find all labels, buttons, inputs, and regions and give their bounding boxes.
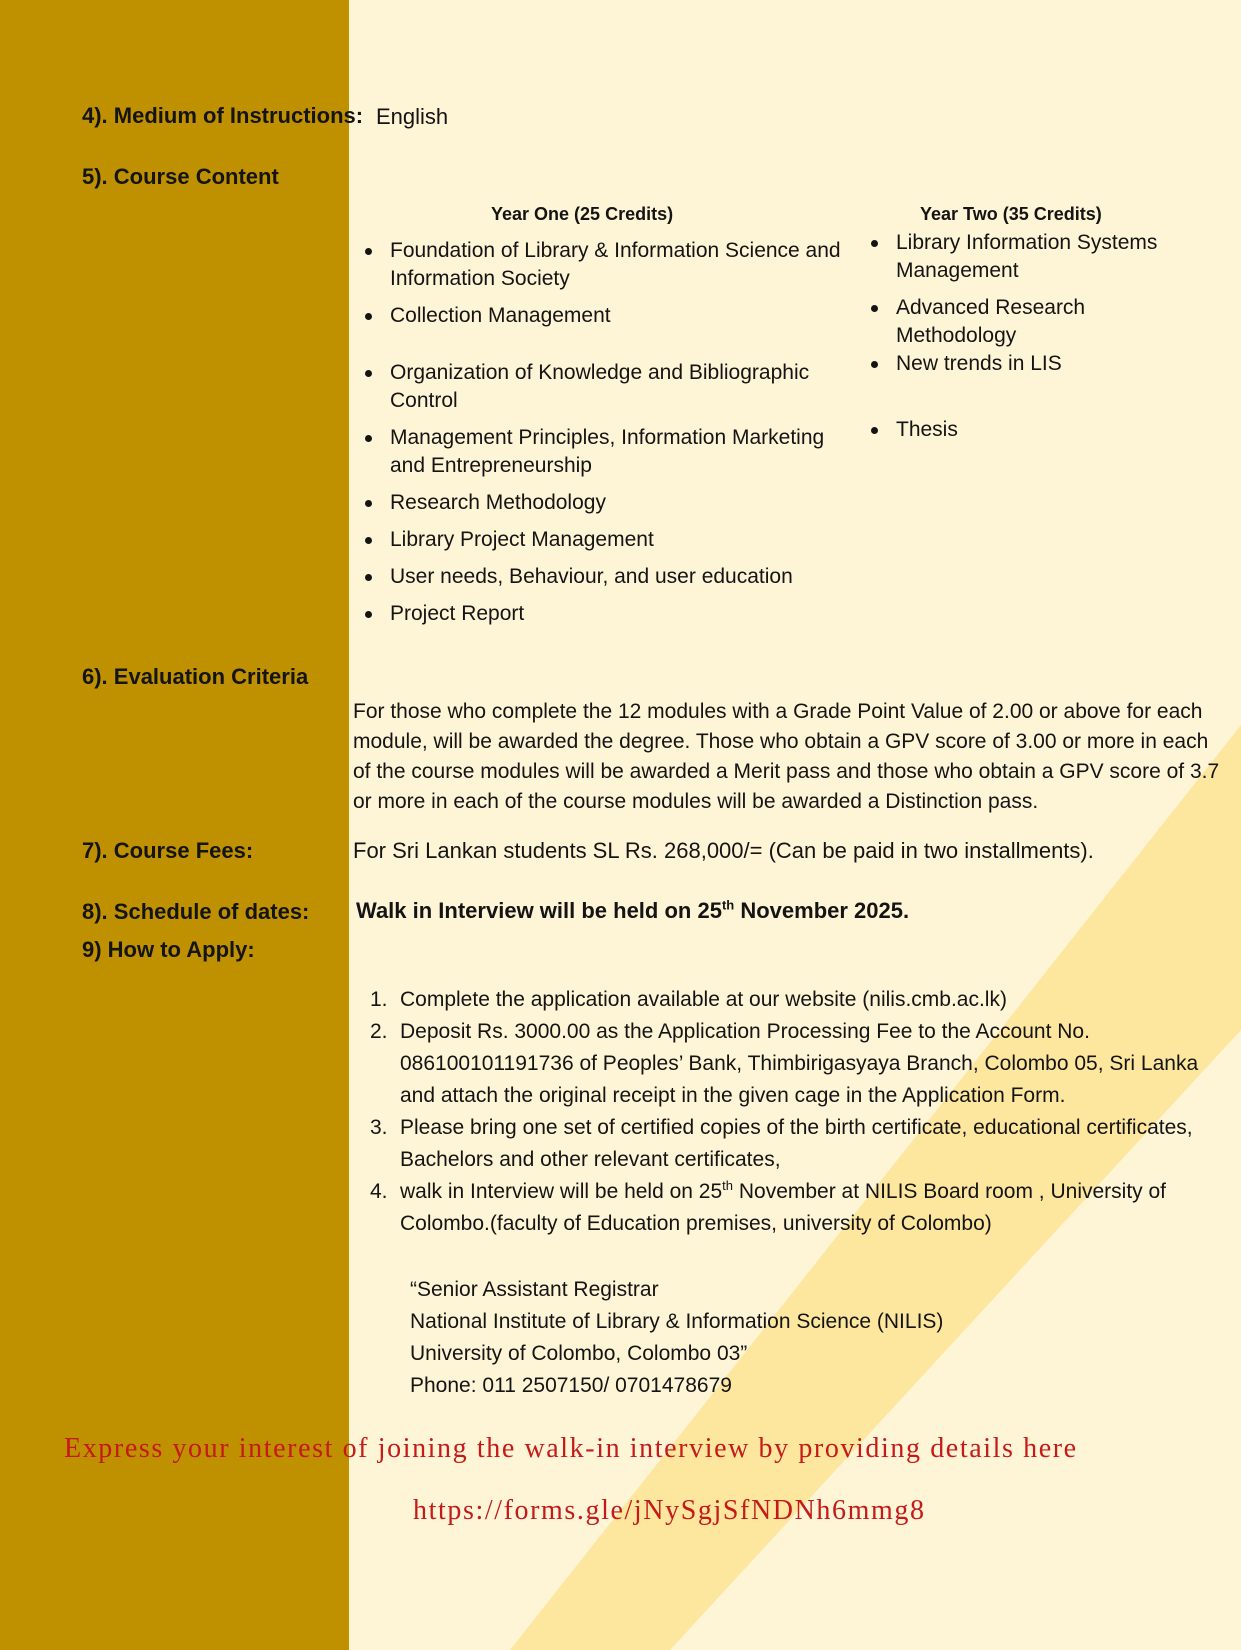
schedule-text-end: November 2025. [734, 898, 910, 923]
schedule-sup: th [721, 897, 735, 913]
step-text: Complete the application available at our website (nilis.cmb.ac.lk) [400, 988, 1007, 1011]
step-number: 1. [370, 988, 388, 1011]
list-item: Management Principles, Information Marketing and Entrepreneurship [360, 424, 860, 480]
step-number: 3. [370, 1116, 388, 1139]
section-7-label: 7). Course Fees: [82, 838, 254, 863]
phone-line: Phone: 011 2507150/ 0701478679 [410, 1374, 732, 1397]
year-one-list [360, 237, 860, 628]
schedule-text-main: Walk in Interview will be held on 25 [356, 898, 722, 923]
address-line: University of Colombo, Colombo 03” [410, 1342, 748, 1365]
list-item: Library Information Systems Management [866, 229, 1186, 285]
interest-text: Express your interest of joining the walk-in interview by providing details here [64, 1433, 1078, 1464]
list-item: Organization of Knowledge and Bibliographic Control [360, 359, 860, 415]
step-text: walk in Interview will be held on 25 [400, 1180, 723, 1203]
list-item [370, 1176, 1220, 1240]
list-item: User needs, Behaviour, and user education [360, 563, 860, 591]
list-item [370, 984, 1220, 1016]
list-item: Library Project Management [360, 526, 860, 554]
course-fees-text: For Sri Lankan students SL Rs. 268,000/= (Can be paid in two installments). [353, 838, 1094, 863]
schedule-text [356, 898, 909, 924]
apply-steps [370, 984, 1220, 1240]
list-item: Thesis [866, 416, 1186, 444]
evaluation-text: For those who complete the 12 modules with a Grade Point Value of 2.00 or above for each module, will be awarded the degree. Those who obtain a GPV score of 3.00 or more in each of the course modules will be awarded a Merit pass and those who obtain a GPV score of 3.7 or more in each of the course modules will be awarded a Distinction pass. [353, 700, 1220, 813]
section-6-label: 6). Evaluation Criteria [82, 664, 309, 689]
list-item [370, 1016, 1220, 1112]
step-sup: th [722, 1178, 734, 1193]
step-number: 2. [370, 1020, 388, 1043]
address-line: “Senior Assistant Registrar [410, 1278, 659, 1301]
list-item: New trends in LIS [866, 350, 1186, 378]
step-text: Deposit Rs. 3000.00 as the Application Processing Fee to the Account No. 086100101191736 of Peoples’ Bank, Thimbirigasyaya Branch, Colombo 05, Sri Lanka and attach the original receipt in the given cage in the Application Form. [400, 1020, 1199, 1107]
step-text: Please bring one set of certified copies of the birth certificate, educational certificates, Bachelors and other relevant certificates, [400, 1116, 1193, 1171]
gold-sidebar [0, 0, 349, 1650]
section-9-label: 9) How to Apply: [82, 937, 255, 962]
year-two-list [866, 229, 1186, 444]
section-4-label: 4). Medium of Instructions: [82, 103, 364, 128]
list-item: Research Methodology [360, 489, 860, 517]
list-item: Project Report [360, 600, 860, 628]
year-two-heading: Year Two (35 Credits) [920, 204, 1102, 224]
address-line: National Institute of Library & Information Science (NILIS) [410, 1310, 944, 1333]
list-item: Collection Management [360, 302, 860, 330]
list-item: Advanced Research Methodology [866, 294, 1186, 350]
step-text-end: November at NILIS Board room , University of Colombo.(faculty of Education premises, university of Colombo) [400, 1180, 1167, 1235]
form-link[interactable]: https://forms.gle/jNySgjSfNDNh6mmg8 [413, 1495, 926, 1526]
list-item: Foundation of Library & Information Science and Information Society [360, 237, 860, 293]
year-one-heading: Year One (25 Credits) [491, 204, 674, 224]
medium-value: English [376, 104, 449, 129]
contact-address [410, 1274, 943, 1402]
section-5-label: 5). Course Content [82, 164, 279, 189]
section-8-label: 8). Schedule of dates: [82, 899, 310, 924]
list-item [370, 1112, 1220, 1176]
step-number: 4. [370, 1180, 388, 1203]
